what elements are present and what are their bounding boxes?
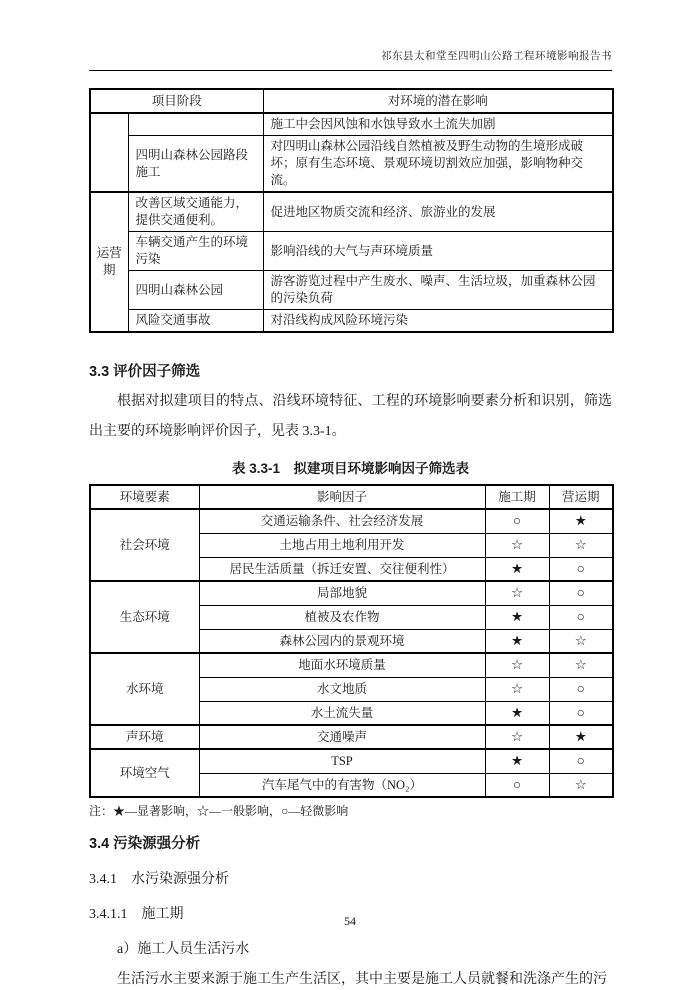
operation-period-cell: 运营期 [90, 192, 128, 332]
column-header-operation: 营运期 [549, 485, 613, 509]
construction-rating: ☆ [485, 725, 549, 749]
construction-rating: ★ [485, 605, 549, 629]
table-row [90, 310, 613, 333]
operation-rating: ○ [549, 749, 613, 773]
column-header-stage: 项目阶段 [90, 89, 263, 113]
factor-cell: 水土流失量 [199, 701, 485, 725]
section-heading-3-4: 3.4 污染源强分析 [89, 836, 201, 852]
factor-cell: TSP [199, 749, 485, 773]
impact-cell: 促进地区物质交流和经济、旅游业的发展 [263, 192, 613, 232]
factor-cell: 土地占用土地利用开发 [199, 533, 485, 557]
running-header [89, 50, 612, 71]
report-title: 祁东县太和堂至四明山公路工程环境影响报告书 [381, 51, 612, 62]
page-content [89, 88, 612, 990]
operation-rating: ○ [549, 701, 613, 725]
table-header-row [90, 485, 613, 509]
construction-rating: ☆ [485, 653, 549, 677]
table-row [90, 192, 613, 232]
construction-rating: ☆ [485, 677, 549, 701]
construction-rating: ☆ [485, 533, 549, 557]
construction-rating: ○ [485, 509, 549, 533]
operation-rating: ○ [549, 677, 613, 701]
factor-cell: 交通运输条件、社会经济发展 [199, 509, 485, 533]
operation-rating: ○ [549, 605, 613, 629]
table-row [90, 136, 613, 193]
construction-rating: ☆ [485, 581, 549, 605]
factor-cell: 地面水环境质量 [199, 653, 485, 677]
factor-cell: 居民生活质量（拆迁安置、交往便利性） [199, 557, 485, 581]
page-number: 54 [344, 914, 356, 928]
operation-rating: ☆ [549, 653, 613, 677]
operation-rating: ○ [549, 557, 613, 581]
stage-cell: 四明山森林公园 [128, 271, 263, 310]
construction-period-cell [90, 113, 128, 192]
impact-cell: 施工中会因风蚀和水蚀导致水土流失加剧 [263, 113, 613, 136]
table-legend-note: 注：★—显著影响，☆—一般影响，○—轻微影响 [89, 804, 349, 818]
table-row [90, 509, 613, 533]
impact-cell: 对四明山森林公园沿线自然植被及野生动物的生境形成破坏；原有生态环境、景观环境切割效应加强，影响物种交流。 [263, 136, 613, 193]
element-cell: 水环境 [90, 653, 199, 725]
table-row [90, 581, 613, 605]
construction-rating: ○ [485, 773, 549, 797]
section-heading-3-3: 3.3 评价因子筛选 [89, 364, 201, 380]
column-header-element: 环境要素 [90, 485, 199, 509]
factor-cell: 森林公园内的景观环境 [199, 629, 485, 653]
table-row [90, 749, 613, 773]
section-heading-3-4-1-1: 3.4.1.1 施工期 [89, 907, 184, 922]
table-row [90, 113, 613, 136]
element-cell: 声环境 [90, 725, 199, 749]
impact-cell: 影响沿线的大气与声环境质量 [263, 232, 613, 271]
section-heading-3-4-1: 3.4.1 水污染源强分析 [89, 872, 229, 887]
operation-rating: ☆ [549, 773, 613, 797]
stage-cell: 改善区域交通能力，提供交通便利。 [128, 192, 263, 232]
operation-rating: ★ [549, 509, 613, 533]
table-row [90, 232, 613, 271]
stage-cell: 四明山森林公园路段施工 [128, 136, 263, 193]
construction-rating: ★ [485, 557, 549, 581]
factor-screening-table [89, 484, 614, 798]
stage-cell: 风险交通事故 [128, 310, 263, 333]
impact-cell: 对沿线构成风险环境污染 [263, 310, 613, 333]
page-footer [0, 914, 700, 929]
operation-rating: ☆ [549, 629, 613, 653]
table-row [90, 271, 613, 310]
operation-rating: ○ [549, 581, 613, 605]
stage-cell [128, 113, 263, 136]
factor-cell: 汽车尾气中的有害物（NO₂） [199, 773, 485, 797]
construction-rating: ★ [485, 629, 549, 653]
factor-cell: 交通噪声 [199, 725, 485, 749]
table-3-3-1-caption: 表 3.3-1 拟建项目环境影响因子筛选表 [231, 461, 470, 476]
factor-cell: 水文地质 [199, 677, 485, 701]
element-cell: 环境空气 [90, 749, 199, 797]
stage-cell: 车辆交通产生的环境污染 [128, 232, 263, 271]
construction-rating: ★ [485, 749, 549, 773]
table-row [90, 653, 613, 677]
table-header-row [90, 89, 613, 113]
element-cell: 生态环境 [90, 581, 199, 653]
impact-cell: 游客游览过程中产生废水、噪声、生活垃圾，加重森林公园的污染负荷 [263, 271, 613, 310]
factor-cell: 植被及农作物 [199, 605, 485, 629]
section-3-3-paragraph: 根据对拟建项目的特点、沿线环境特征、工程的环境影响要素分析和识别，筛选出主要的环境影响评价因子，见表 3.3-1。 [89, 394, 612, 439]
element-cell: 社会环境 [90, 509, 199, 581]
column-header-factor: 影响因子 [199, 485, 485, 509]
operation-rating: ★ [549, 725, 613, 749]
section-3-4-paragraph: 生活污水主要来源于施工生产生活区，其中主要是施工人员就餐和洗涤产生的污 [117, 972, 607, 987]
column-header-construction: 施工期 [485, 485, 549, 509]
list-item-a: a）施工人员生活污水 [117, 942, 250, 957]
factor-cell: 局部地貌 [199, 581, 485, 605]
column-header-impact: 对环境的潜在影响 [263, 89, 613, 113]
operation-rating: ☆ [549, 533, 613, 557]
construction-rating: ★ [485, 701, 549, 725]
table-row [90, 725, 613, 749]
stage-impact-table [89, 88, 614, 333]
